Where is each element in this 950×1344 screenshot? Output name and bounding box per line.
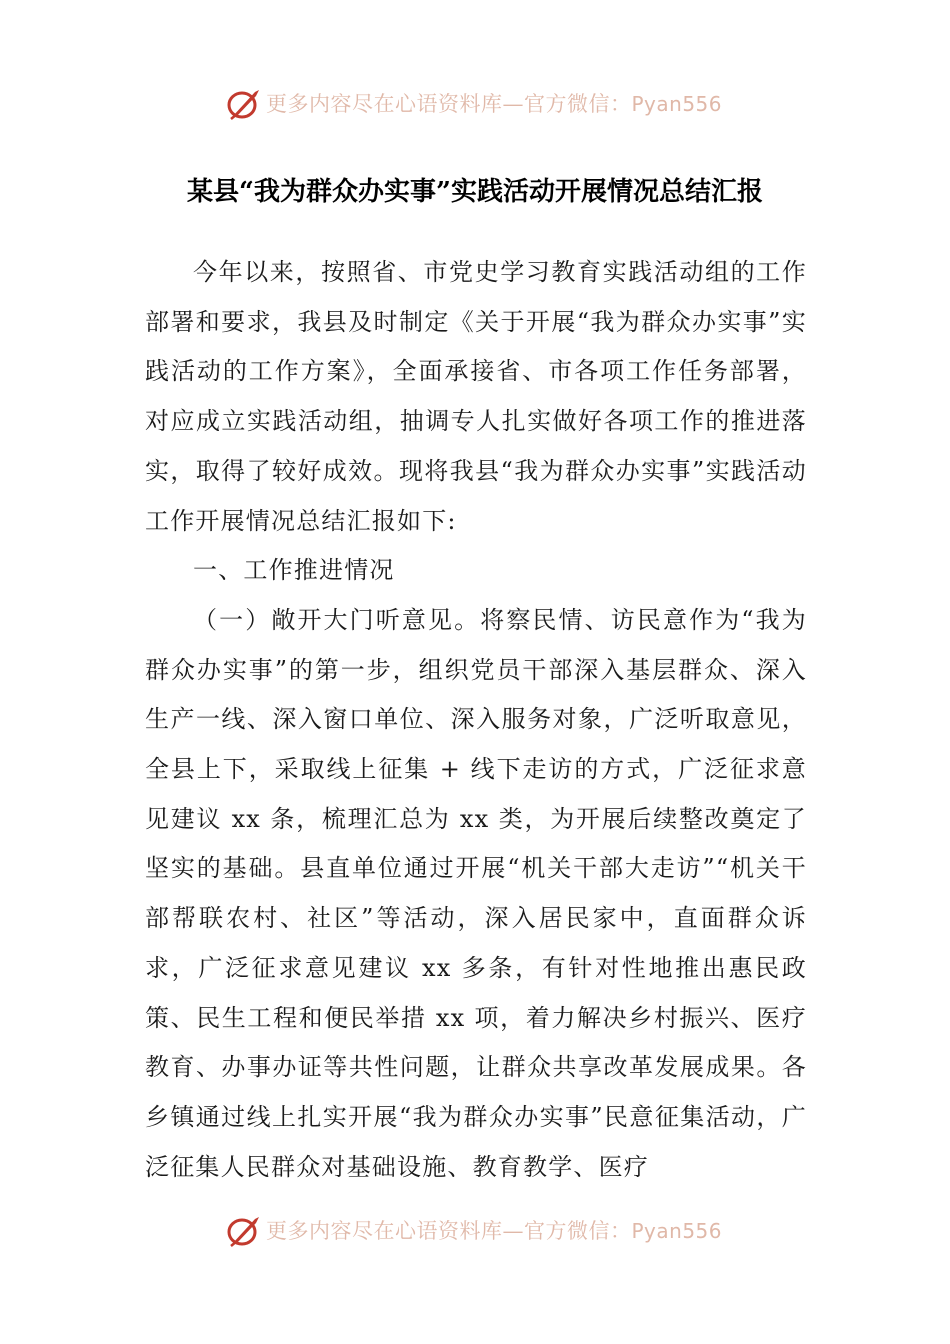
document-title: 某县“我为群众办实事”实践活动开展情况总结汇报 xyxy=(187,177,763,207)
quill-pen-circle-icon xyxy=(225,86,263,122)
watermark-wechat-id: Pyan556 xyxy=(631,1219,723,1243)
document-body xyxy=(145,248,807,1192)
watermark-label: 更多内容尽在心语资料库—官方微信： xyxy=(266,1219,632,1243)
watermark-header xyxy=(0,84,950,124)
watermark-text xyxy=(266,1217,722,1245)
section-paragraph: （一）敞开大门听意见。将察民情、访民意作为“我为群众办实事”的第一步，组织党员干部深入基层群众、深入生产一线、深入窗口单位、深入服务对象，广泛听取意见，全县上下，采取线上征集 + 线下走访的方式，广泛征求意见建议 xx 条，梳理汇总为 xx 类，为开展后续整改奠定了坚实的基础。县直单位通过开展“机关干部大走访”“机关干部帮联农村、社区”等活动，深入居民家中，直面群众诉求，广泛征求意见建议 xx 多条，有针对性地推出惠民政策、民生工程和便民举措 xx 项，着力解决乡村振兴、医疗教育、办事办证等共性问题，让群众共享改革发展成果。各乡镇通过线上扎实开展“我为群众办实事”民意征集活动，广泛征集人民群众对基础设施、教育教学、医疗 xyxy=(145,605,807,1181)
intro-paragraph: 今年以来，按照省、市党史学习教育实践活动组的工作部署和要求，我县及时制定《关于开展“我为群众办实事”实践活动的工作方案》，全面承接省、市各项工作任务部署，对应成立实践活动组，抽调专人扎实做好各项工作的推进落实，取得了较好成效。现将我县“我为群众办实事”实践活动工作开展情况总结汇报如下: xyxy=(145,258,807,535)
section-heading: 一、工作推进情况 xyxy=(193,556,395,585)
watermark-label: 更多内容尽在心语资料库—官方微信： xyxy=(266,92,632,116)
watermark-footer xyxy=(0,1211,950,1251)
quill-pen-circle-icon xyxy=(225,1213,263,1249)
watermark-wechat-id: Pyan556 xyxy=(631,92,723,116)
watermark-text xyxy=(266,90,722,118)
